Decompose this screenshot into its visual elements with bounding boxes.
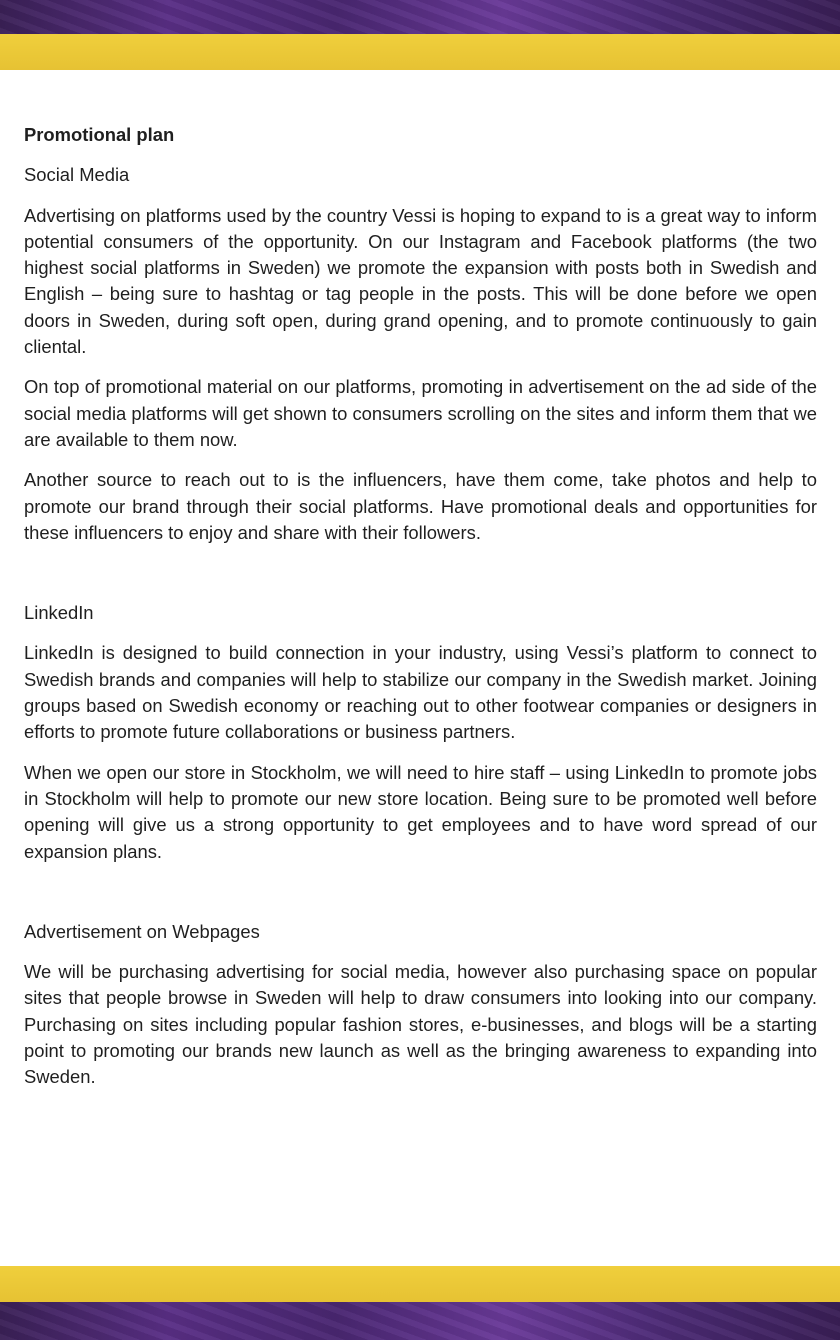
section-spacer [24, 879, 817, 919]
paragraph: On top of promotional material on our platforms, promoting in advertisement on the ad side of the social media platforms will get shown to consumers scrolling on the sites and inform them that we are available to them now. [24, 376, 817, 450]
document-body [24, 122, 817, 1105]
paragraph: Advertising on platforms used by the country Vessi is hoping to expand to is a great way to inform potential consumers of the opportunity. On our Instagram and Facebook platforms (the two highest social platforms in Sweden) we promote the expansion with posts both in Swedish and English – being sure to hashtag or tag people in the posts. This will be done before we open doors in Sweden, during soft open, during grand opening, and to promote continuously to gain cliental. [24, 204, 817, 358]
bottom-purple-band [0, 1302, 840, 1340]
paragraph: When we open our store in Stockholm, we will need to hire staff – using LinkedIn to promote jobs in Stockholm will help to promote our new store location. Being sure to be promoted well before opening will give us a strong opportunity to get employees and to have word spread of our expansion plans. [24, 761, 817, 862]
section-heading-advertisement-webpages: Advertisement on Webpages [24, 920, 260, 942]
section-spacer [24, 560, 817, 600]
top-purple-band [0, 0, 840, 34]
paragraph: Another source to reach out to is the influencers, have them come, take photos and help to promote our brand through their social platforms. Have promotional deals and opportunities for these influencers to enjoy and share with their followers. [24, 469, 817, 543]
page-title: Promotional plan [24, 124, 175, 145]
section-heading-social-media: Social Media [24, 164, 130, 186]
top-yellow-band [0, 34, 840, 70]
paragraph: We will be purchasing advertising for social media, however also purchasing space on popular sites that people browse in Sweden will help to draw consumers into looking into our company. Purchasing on sites including popular fashion stores, e-businesses, and blogs will be a starting point to promoting our brands new launch as well as the bringing awareness to expanding into Sweden. [24, 961, 817, 1088]
bottom-yellow-band [0, 1266, 840, 1302]
paragraph: LinkedIn is designed to build connection in your industry, using Vessi’s platform to connect to Swedish brands and companies will help to stabilize our company in the Swedish market. Joining groups based on Swedish economy or reaching out to other footwear companies or designers in efforts to promote future collaborations or business partners. [24, 642, 817, 743]
section-heading-linkedin: LinkedIn [24, 602, 94, 624]
